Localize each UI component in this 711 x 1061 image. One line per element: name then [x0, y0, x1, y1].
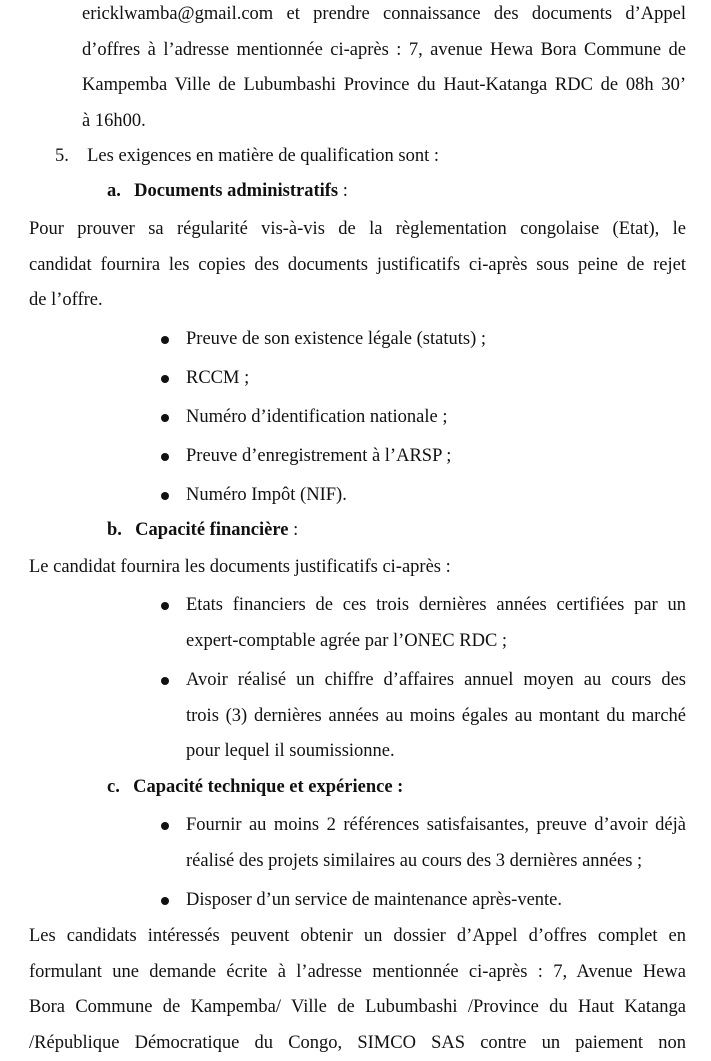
bullet-icon	[161, 492, 169, 500]
section-label: c.	[107, 777, 120, 797]
list-item	[186, 322, 486, 358]
list-item-text: Avoir réalisé un chiffre d’affaires annuel moyen au cours des	[186, 670, 686, 690]
text-line: d’offres à l’adresse mentionnée ci-après : 7, avenue Hewa Bora Commune de	[82, 39, 686, 60]
list-item-text: Numéro Impôt (NIF).	[186, 485, 347, 505]
section-title: Capacité financière	[135, 520, 289, 540]
list-item-text: expert-comptable agrée par l’ONEC RDC ;	[186, 630, 508, 651]
text-line: Les candidats intéressés peuvent obtenir un dossier d’Appel d’offres complet en	[29, 926, 686, 946]
list-item	[186, 361, 249, 397]
list-item-text: réalisé des projets similaires au cours des 3 dernières années ;	[186, 850, 643, 871]
list-item	[186, 883, 686, 919]
list-item	[186, 663, 686, 770]
closing-paragraph	[29, 919, 686, 1061]
list-item-text: trois (3) dernières années au moins égales au montant du marché	[186, 705, 686, 726]
section-label: a.	[107, 181, 121, 201]
text-line: à 16h00.	[82, 110, 146, 131]
list-item	[186, 400, 447, 436]
intro-paragraph	[82, 0, 686, 139]
list-item-text: Preuve d’enregistrement à l’ARSP ;	[186, 446, 452, 466]
section-label: b.	[107, 520, 122, 540]
list-item-text: Preuve de son existence légale (statuts) ;	[186, 329, 487, 349]
text-line: /République Démocratique du Congo, SIMCO SAS contre un paiement non	[29, 1032, 686, 1053]
bullet-icon	[161, 414, 169, 422]
text-line: Kampemba Ville de Lubumbashi Province du Haut-Katanga RDC de 08h 30’	[82, 75, 686, 95]
list-item-text: Numéro d’identification nationale ;	[186, 407, 448, 427]
list-item-text: Etats financiers de ces trois dernières années certifiées par un	[186, 595, 686, 615]
bullet-icon	[161, 453, 169, 461]
text-line: Bora Commune de Kampemba/ Ville de Lubumbashi /Province du Haut Katanga	[29, 997, 686, 1017]
list-item	[186, 588, 686, 659]
bullet-icon	[161, 375, 169, 383]
section-b-paragraph	[29, 550, 686, 586]
list-item	[186, 478, 347, 514]
list-item	[186, 439, 451, 475]
list-item	[186, 808, 686, 879]
list-item-text: Disposer d’un service de maintenance après-vente.	[186, 890, 563, 910]
list-item-text: RCCM ;	[186, 368, 250, 388]
section-c-heading	[107, 770, 667, 806]
list-item-5	[55, 139, 675, 175]
bullet-icon	[161, 897, 169, 905]
bullet-icon	[161, 677, 169, 685]
list-item-text: pour lequel il soumissionne.	[186, 741, 395, 761]
bullet-icon	[161, 336, 169, 344]
list-text: Les exigences en matière de qualification sont :	[87, 146, 440, 166]
section-title: Documents administratifs	[134, 181, 339, 201]
list-number: 5.	[55, 146, 69, 166]
text-line: candidat fournira les copies des documents justificatifs ci-après sous peine de rejet	[29, 254, 686, 275]
section-b-heading	[107, 513, 667, 549]
section-suffix: :	[338, 181, 348, 201]
text-line: ericklwamba@gmail.com et prendre connaissance des documents d’Appel	[82, 4, 686, 24]
text-line: de l’offre.	[29, 290, 103, 310]
text-line: formulant une demande écrite à l’adresse mentionnée ci-après : 7, Avenue Hewa	[29, 961, 686, 982]
section-a-heading	[107, 174, 667, 210]
list-item-text: Fournir au moins 2 références satisfaisantes, preuve d’avoir déjà	[186, 815, 686, 835]
text-line: Pour prouver sa régularité vis-à-vis de la règlementation congolaise (Etat), le	[29, 219, 686, 239]
bullet-icon	[161, 822, 169, 830]
bullet-icon	[161, 602, 169, 610]
section-a-paragraph	[29, 212, 686, 319]
section-title: Capacité technique et expérience :	[133, 777, 404, 797]
section-suffix: :	[288, 520, 299, 540]
text-line: Le candidat fournira les documents justificatifs ci-après :	[29, 557, 451, 577]
